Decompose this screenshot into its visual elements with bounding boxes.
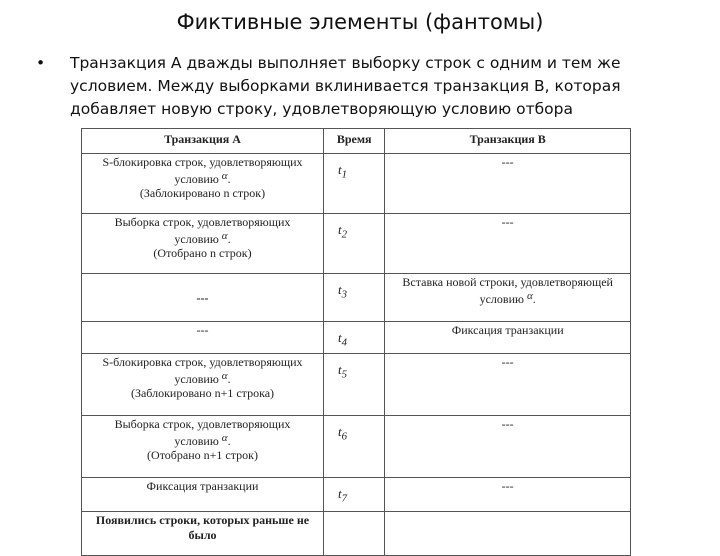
time-label: t: [338, 330, 342, 345]
cell-transaction-a: Фиксация транзакции: [82, 478, 324, 512]
transaction-table: [81, 128, 631, 556]
cell-text: .: [532, 292, 536, 306]
cell-transaction-b: ---: [385, 354, 631, 416]
time-label: t: [338, 362, 342, 377]
cell-text: условию: [174, 372, 219, 386]
cell-text: условию: [479, 292, 524, 306]
time-index: 4: [341, 336, 348, 349]
header-transaction-a: Транзакция А: [82, 129, 324, 154]
cell-line: (Заблокировано n строк): [139, 186, 266, 200]
cell-line: [86, 369, 319, 386]
alpha-symbol: α: [221, 370, 228, 382]
header-time: Время: [324, 129, 385, 154]
alpha-symbol: α: [221, 170, 228, 182]
alpha-symbol: α: [526, 290, 533, 302]
cell-transaction-b: [385, 512, 631, 556]
cell-time: [324, 154, 385, 214]
cell-transaction-b: Фиксация транзакции: [385, 322, 631, 354]
alpha-symbol: α: [221, 230, 228, 242]
cell-time: [324, 354, 385, 416]
cell-time: [324, 512, 385, 556]
bullet-marker: •: [36, 54, 46, 72]
cell-transaction-b: ---: [385, 416, 631, 478]
table-row: [82, 512, 631, 556]
time-label: t: [338, 222, 342, 237]
cell-conclusion: Появились строки, которых раньше не было: [82, 512, 324, 556]
cell-text: .: [227, 232, 231, 246]
cell-line: (Заблокировано n+1 строка): [130, 386, 275, 400]
time-index: 5: [341, 368, 348, 381]
alpha-symbol: α: [221, 432, 228, 444]
cell-time: [324, 322, 385, 354]
time-index: 6: [341, 430, 348, 443]
cell-line: [86, 169, 319, 186]
cell-line: Выборка строк, удовлетворяющих: [114, 215, 291, 229]
cell-transaction-b: ---: [385, 214, 631, 274]
cell-text: условию: [174, 172, 219, 186]
cell-transaction-a: [82, 354, 324, 416]
cell-line: Вставка новой строки, удовлетворяющей: [402, 275, 613, 289]
cell-line: S-блокировка строк, удовлетворяющих: [102, 355, 303, 369]
cell-transaction-a: ---: [82, 322, 324, 354]
cell-line: [86, 431, 319, 448]
cell-time: [324, 416, 385, 478]
time-index: 3: [341, 288, 348, 301]
table-row: [82, 478, 631, 512]
table-row: [82, 214, 631, 274]
cell-transaction-b: ---: [385, 478, 631, 512]
slide-title: Фиктивные элементы (фантомы): [176, 10, 544, 34]
table-row: [82, 416, 631, 478]
cell-line: (Отобрано n+1 строк): [147, 448, 258, 462]
time-label: t: [338, 282, 342, 297]
cell-time: [324, 274, 385, 322]
cell-line: [389, 289, 626, 306]
cell-time: [324, 478, 385, 512]
time-label: t: [338, 486, 342, 501]
cell-text: условию: [174, 232, 219, 246]
table-row: [82, 154, 631, 214]
table-row: [82, 274, 631, 322]
cell-line: [86, 229, 319, 246]
header-transaction-b: Транзакция В: [385, 129, 631, 154]
cell-transaction-b: [385, 274, 631, 322]
cell-line: (Отобрано n строк): [153, 246, 252, 260]
cell-text: .: [227, 172, 231, 186]
cell-transaction-a: [82, 214, 324, 274]
bullet-point: [36, 52, 704, 121]
cell-line: S-блокировка строк, удовлетворяющих: [102, 155, 303, 169]
time-label: t: [338, 162, 342, 177]
time-index: 7: [341, 492, 348, 505]
table-row: [82, 322, 631, 354]
cell-transaction-a: [82, 416, 324, 478]
cell-transaction-a: ---: [82, 274, 324, 322]
bullet-text: Транзакция А дважды выполняет выборку строк с одним и тем же условием. Между выборками вклинивается транзакция В, которая добавляет новую строку, удовлетворяющую условию отбора: [70, 54, 621, 118]
time-index: 1: [341, 168, 348, 181]
cell-transaction-a: [82, 154, 324, 214]
cell-time: [324, 214, 385, 274]
cell-line: Выборка строк, удовлетворяющих: [114, 417, 291, 431]
cell-text: условию: [174, 434, 219, 448]
cell-transaction-b: ---: [385, 154, 631, 214]
time-label: t: [338, 424, 342, 439]
cell-text: .: [227, 434, 231, 448]
table-row: [82, 354, 631, 416]
time-index: 2: [341, 228, 348, 241]
table-header-row: [82, 129, 631, 154]
cell-text: .: [227, 372, 231, 386]
